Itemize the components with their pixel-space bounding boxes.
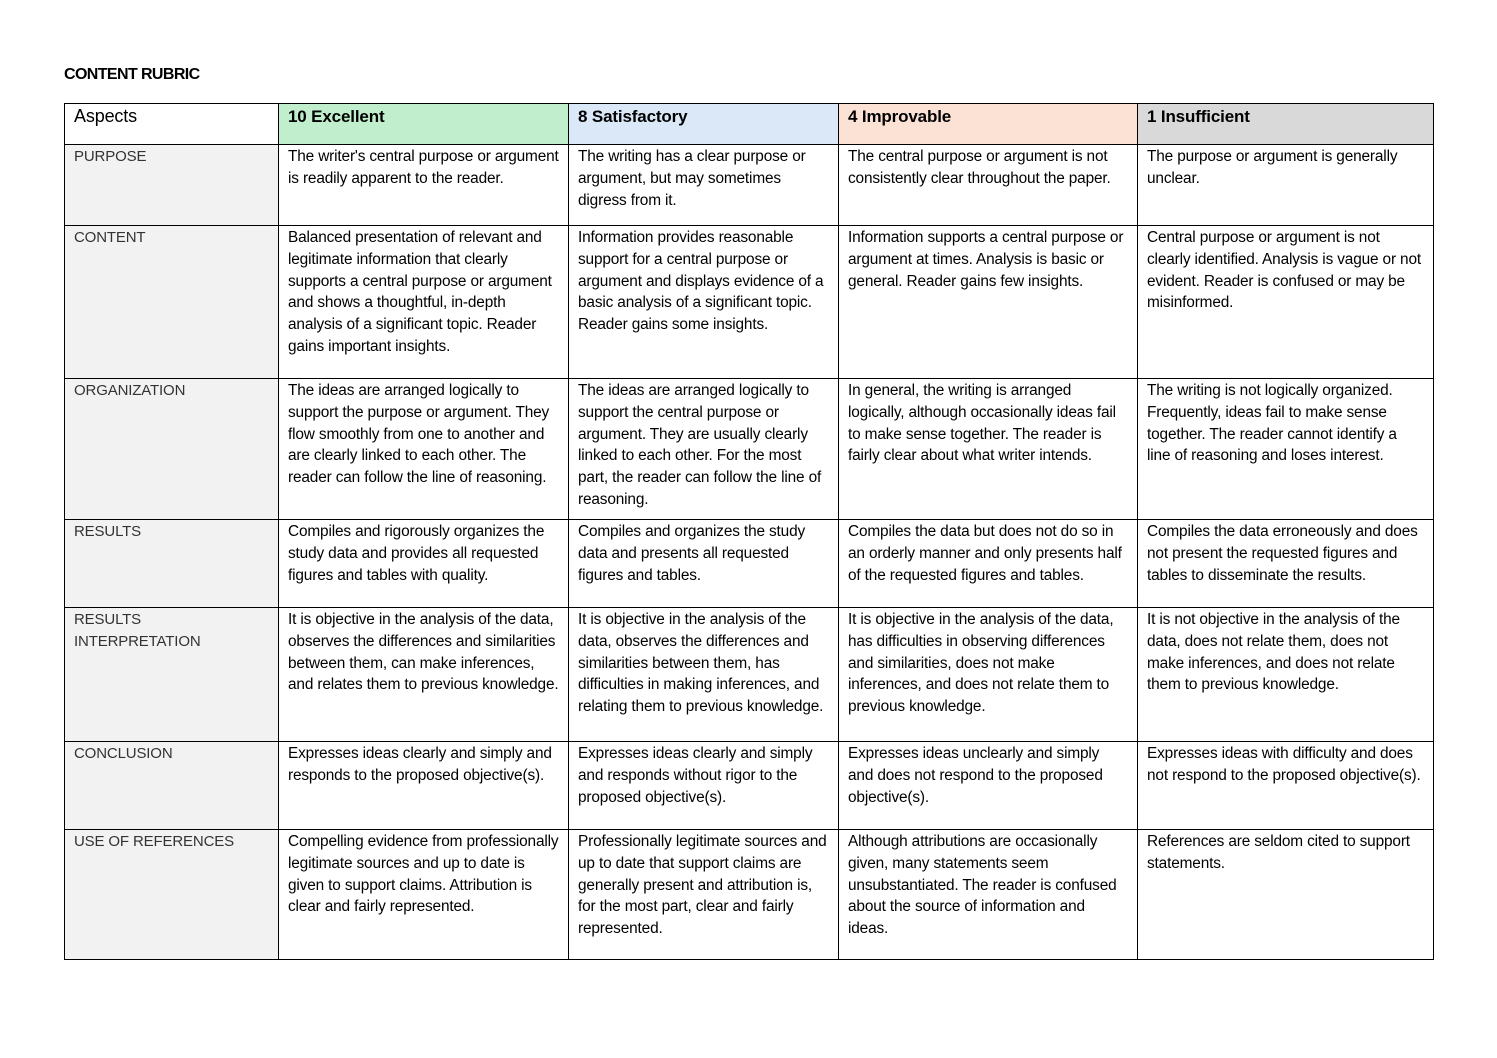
improvable-cell: Compiles the data but does not do so in an orderly manner and only presents half of the requested figures and tables. bbox=[839, 520, 1138, 608]
aspect-cell: USE OF REFERENCES bbox=[65, 830, 279, 960]
improvable-cell: Information supports a central purpose or argument at times. Analysis is basic or general. Reader gains few insights. bbox=[839, 226, 1138, 379]
header-excellent: 10 Excellent bbox=[279, 104, 569, 145]
insufficient-cell: The purpose or argument is generally unclear. bbox=[1138, 145, 1434, 226]
row-content bbox=[65, 226, 1434, 379]
header-row bbox=[65, 104, 1434, 145]
header-aspects: Aspects bbox=[65, 104, 279, 145]
insufficient-cell: It is not objective in the analysis of the data, does not relate them, does not make inferences, and does not relate them to previous knowledge. bbox=[1138, 608, 1434, 742]
satisfactory-cell: Expresses ideas clearly and simply and responds without rigor to the proposed objective(s). bbox=[569, 742, 839, 830]
header-insufficient: 1 Insufficient bbox=[1138, 104, 1434, 145]
satisfactory-cell: It is objective in the analysis of the data, observes the differences and similarities between them, has difficulties in making inferences, and relating them to previous knowledge. bbox=[569, 608, 839, 742]
row-results-interpretation bbox=[65, 608, 1434, 742]
header-satisfactory: 8 Satisfactory bbox=[569, 104, 839, 145]
satisfactory-cell: Information provides reasonable support for a central purpose or argument and displays evidence of a basic analysis of a significant topic. Reader gains some insights. bbox=[569, 226, 839, 379]
row-use-of-references bbox=[65, 830, 1434, 960]
satisfactory-cell: Compiles and organizes the study data and presents all requested figures and tables. bbox=[569, 520, 839, 608]
excellent-cell: Compiles and rigorously organizes the study data and provides all requested figures and tables with quality. bbox=[279, 520, 569, 608]
satisfactory-cell: The ideas are arranged logically to support the central purpose or argument. They are usually clearly linked to each other. For the most part, the reader can follow the line of reasoning. bbox=[569, 379, 839, 520]
insufficient-cell: The writing is not logically organized. Frequently, ideas fail to make sense together. The reader cannot identify a line of reasoning and loses interest. bbox=[1138, 379, 1434, 520]
insufficient-cell: Compiles the data erroneously and does not present the requested figures and tables to disseminate the results. bbox=[1138, 520, 1434, 608]
excellent-cell: Balanced presentation of relevant and legitimate information that clearly supports a central purpose or argument and shows a thoughtful, in-depth analysis of a significant topic. Reader gains important insights. bbox=[279, 226, 569, 379]
excellent-cell: The ideas are arranged logically to support the purpose or argument. They flow smoothly from one to another and are clearly linked to each other. The reader can follow the line of reasoning. bbox=[279, 379, 569, 520]
satisfactory-cell: The writing has a clear purpose or argument, but may sometimes digress from it. bbox=[569, 145, 839, 226]
header-improvable: 4 Improvable bbox=[839, 104, 1138, 145]
aspect-cell: RESULTS INTERPRETATION bbox=[65, 608, 279, 742]
aspect-cell: PURPOSE bbox=[65, 145, 279, 226]
page-title: CONTENT RUBRIC bbox=[64, 66, 200, 83]
insufficient-cell: References are seldom cited to support statements. bbox=[1138, 830, 1434, 960]
row-purpose bbox=[65, 145, 1434, 226]
row-organization bbox=[65, 379, 1434, 520]
aspect-cell: ORGANIZATION bbox=[65, 379, 279, 520]
excellent-cell: Expresses ideas clearly and simply and responds to the proposed objective(s). bbox=[279, 742, 569, 830]
aspect-cell: CONTENT bbox=[65, 226, 279, 379]
row-results bbox=[65, 520, 1434, 608]
rubric-table bbox=[64, 103, 1434, 960]
improvable-cell: The central purpose or argument is not consistently clear throughout the paper. bbox=[839, 145, 1138, 226]
excellent-cell: It is objective in the analysis of the data, observes the differences and similarities between them, can make inferences, and relates them to previous knowledge. bbox=[279, 608, 569, 742]
improvable-cell: It is objective in the analysis of the data, has difficulties in observing differences and similarities, does not make inferences, and does not relate them to previous knowledge. bbox=[839, 608, 1138, 742]
satisfactory-cell: Professionally legitimate sources and up to date that support claims are generally present and attribution is, for the most part, clear and fairly represented. bbox=[569, 830, 839, 960]
excellent-cell: The writer's central purpose or argument is readily apparent to the reader. bbox=[279, 145, 569, 226]
insufficient-cell: Central purpose or argument is not clearly identified. Analysis is vague or not evident. Reader is confused or may be misinformed. bbox=[1138, 226, 1434, 379]
improvable-cell: In general, the writing is arranged logically, although occasionally ideas fail to make sense together. The reader is fairly clear about what writer intends. bbox=[839, 379, 1138, 520]
improvable-cell: Although attributions are occasionally given, many statements seem unsubstantiated. The reader is confused about the source of information and ideas. bbox=[839, 830, 1138, 960]
aspect-cell: CONCLUSION bbox=[65, 742, 279, 830]
excellent-cell: Compelling evidence from professionally legitimate sources and up to date is given to support claims. Attribution is clear and fairly represented. bbox=[279, 830, 569, 960]
row-conclusion bbox=[65, 742, 1434, 830]
improvable-cell: Expresses ideas unclearly and simply and does not respond to the proposed objective(s). bbox=[839, 742, 1138, 830]
insufficient-cell: Expresses ideas with difficulty and does not respond to the proposed objective(s). bbox=[1138, 742, 1434, 830]
aspect-cell: RESULTS bbox=[65, 520, 279, 608]
